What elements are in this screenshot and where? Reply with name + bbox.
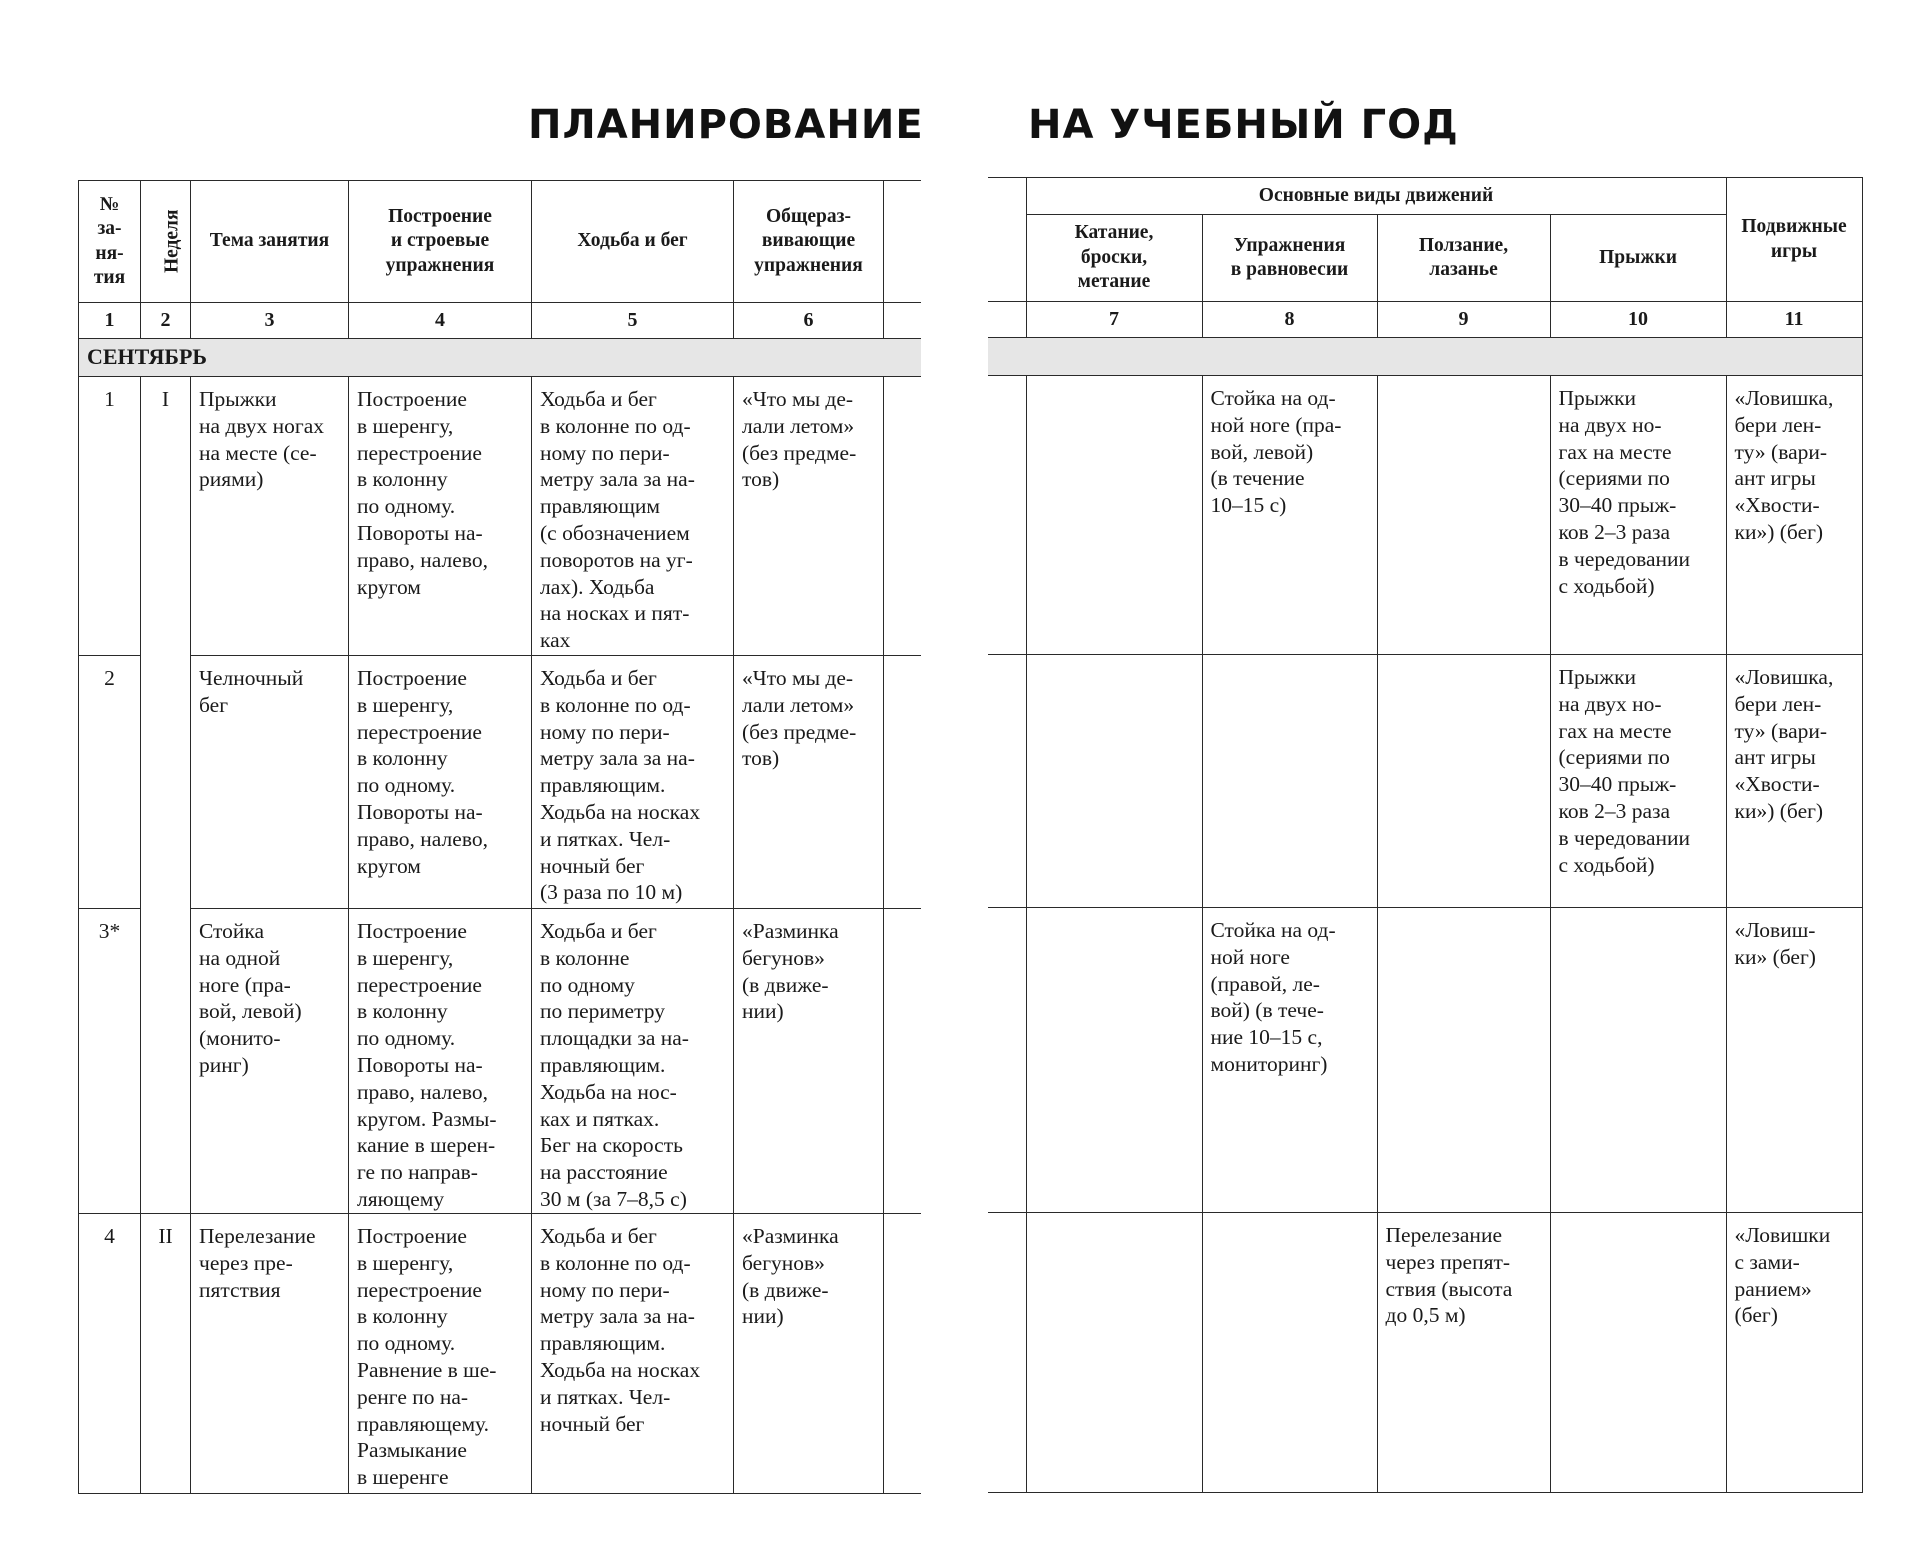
text-line: 30–40 прыж-: [1558, 493, 1677, 518]
formation-exercises: [349, 377, 532, 656]
header-lesson-number: [79, 181, 141, 303]
header-rolling-throwing: [1026, 215, 1202, 302]
text-line: Ходьба на носках: [540, 1357, 701, 1382]
text-line: Прыжки: [1558, 665, 1637, 689]
text-line: в чередовании: [1558, 546, 1691, 571]
column-number: 11: [1726, 302, 1862, 338]
header-crawling: [1377, 215, 1550, 302]
outdoor-games: [1726, 655, 1862, 908]
text-line: (в движе-: [742, 972, 829, 997]
lesson-topic: [191, 377, 349, 656]
text-line: бегунов»: [742, 1250, 825, 1275]
balance-exercises: [1202, 655, 1377, 908]
text-line: метание: [1077, 271, 1151, 293]
text-line: кругом: [357, 853, 421, 878]
text-line: в шеренгу,: [357, 945, 454, 970]
text-line: Построение: [388, 205, 492, 227]
text-line: за-: [97, 218, 122, 239]
formation-exercises: [349, 656, 532, 909]
rolling-throwing: [1026, 908, 1202, 1213]
walking-running: [532, 909, 734, 1214]
text-line: Размыкание: [357, 1438, 467, 1463]
text-line: №: [99, 193, 120, 215]
text-line: метру зала за на-: [540, 467, 695, 492]
week-number: [141, 656, 191, 909]
page-title-left: ПЛАНИРОВАНИЕ: [528, 102, 924, 148]
text-line: Перелезание: [199, 1224, 316, 1248]
text-line: пятствия: [199, 1277, 281, 1302]
text-line: Построение: [357, 919, 467, 943]
text-line: Катание,: [1074, 222, 1154, 244]
column-number: 9: [1377, 302, 1550, 338]
text-line: ту» (вари-: [1734, 439, 1828, 464]
text-line: кание в шерен-: [357, 1133, 496, 1158]
lesson-topic: [191, 909, 349, 1214]
text-line: ринг): [199, 1052, 249, 1077]
lesson-topic: [191, 656, 349, 909]
text-line: в колонну: [357, 1304, 448, 1329]
text-line: 10–15 с): [1210, 493, 1287, 518]
left-header-row: [79, 181, 921, 303]
crawling-climbing: [1377, 1213, 1550, 1493]
text-line: через пре-: [199, 1250, 293, 1275]
text-line: перестроение: [357, 972, 482, 997]
text-line: правляющим.: [540, 1052, 666, 1077]
header-outdoor-games: [1726, 178, 1862, 302]
page-title-right: НА УЧЕБНЫЙ ГОД: [1028, 102, 1459, 148]
text-line: лали летом»: [742, 413, 855, 438]
lesson-topic: [191, 1214, 349, 1494]
text-line: ранием»: [1734, 1276, 1812, 1301]
text-line: ние 10–15 с,: [1210, 1025, 1323, 1050]
lesson-number: 4: [79, 1214, 141, 1494]
lesson-number: 1: [79, 377, 141, 656]
text-line: по периметру: [540, 999, 665, 1024]
text-line: «Ловиш-: [1734, 918, 1816, 942]
text-line: Стойка на од-: [1210, 386, 1336, 410]
column-number: 4: [349, 303, 532, 339]
table-row: [988, 1213, 1862, 1493]
jumping-exercises: [1550, 376, 1726, 655]
text-line: и пятках. Чел-: [540, 826, 671, 851]
text-line: правляющим: [540, 494, 661, 519]
lesson-number: 3*: [79, 909, 141, 1214]
text-line: ант игры: [1734, 745, 1816, 770]
text-line: в колонне по од-: [540, 1250, 691, 1275]
text-line: поворотов на уг-: [540, 547, 693, 572]
text-line: (в движе-: [742, 1277, 829, 1302]
month-row: [79, 339, 921, 377]
text-line: Повороты на-: [357, 520, 483, 545]
text-line: на двух ногах: [199, 413, 325, 438]
text-line: (правой, ле-: [1210, 971, 1320, 996]
crawling-climbing: [1377, 376, 1550, 655]
text-line: бег: [199, 692, 229, 717]
text-line: (3 раза по 10 м): [540, 880, 683, 905]
text-line: в колонне по од-: [540, 692, 691, 717]
text-line: перестроение: [357, 1277, 482, 1302]
text-line: ки») (бег): [1734, 798, 1824, 823]
text-line: метру зала за на-: [540, 746, 695, 771]
text-line: (с обозначением: [540, 520, 690, 545]
text-line: тов): [742, 746, 780, 771]
text-line: ки») (бег): [1734, 519, 1824, 544]
text-line: по одному.: [357, 494, 456, 519]
text-line: упражнения: [754, 254, 863, 276]
text-line: до 0,5 м): [1385, 1303, 1466, 1328]
text-line: в колонну: [357, 999, 448, 1024]
text-line: ночный бег: [540, 1411, 645, 1436]
header-topic: Тема занятия: [191, 181, 349, 303]
text-line: ляющему: [357, 1186, 445, 1211]
text-line: на двух но-: [1558, 691, 1662, 716]
text-line: в шеренгу,: [357, 692, 454, 717]
rolling-throwing: [1026, 655, 1202, 908]
table-row: [79, 1214, 921, 1494]
header-jumping: Прыжки: [1550, 215, 1726, 302]
text-line: «Ловишки: [1734, 1223, 1831, 1247]
formation-exercises: [349, 1214, 532, 1494]
text-line: Ходьба и бег: [540, 1224, 657, 1248]
text-line: с зами-: [1734, 1249, 1800, 1274]
text-line: Равнение в ше-: [357, 1357, 497, 1382]
text-line: правляющему.: [357, 1411, 490, 1436]
text-line: Упражнения: [1233, 234, 1346, 256]
lesson-number: 2: [79, 656, 141, 909]
text-line: бери лен-: [1734, 412, 1822, 437]
text-line: вой, левой): [1210, 439, 1314, 464]
general-exercises: [734, 1214, 884, 1494]
text-line: ной ноге: [1210, 944, 1290, 969]
text-line: тия: [93, 267, 126, 288]
left-column-numbers-row: [79, 303, 921, 339]
outdoor-games: [1726, 376, 1862, 655]
walking-running: [532, 656, 734, 909]
text-line: игры: [1770, 240, 1818, 262]
text-line: перестроение: [357, 719, 482, 744]
text-line: ков 2–3 раза: [1558, 519, 1671, 544]
jumping-exercises: [1550, 1213, 1726, 1493]
text-line: на расстояние: [540, 1160, 668, 1185]
text-line: Стойка на од-: [1210, 918, 1336, 942]
text-line: кругом: [357, 574, 421, 599]
text-line: вивающие: [761, 230, 856, 252]
rolling-throwing: [1026, 376, 1202, 655]
text-line: на двух но-: [1558, 412, 1662, 437]
column-number: 6: [734, 303, 884, 339]
header-week: Неделя: [141, 181, 191, 303]
header-formation: [349, 181, 532, 303]
text-line: в равновесии: [1230, 259, 1349, 280]
header-general-exercises: [734, 181, 884, 303]
column-number: 5: [532, 303, 734, 339]
text-line: Бег на скорость: [540, 1133, 683, 1158]
text-line: с ходьбой): [1558, 852, 1655, 877]
text-line: площадки за на-: [540, 1026, 689, 1051]
text-line: Прыжки: [1558, 386, 1637, 410]
walking-running: [532, 1214, 734, 1494]
text-line: ствия (высота: [1385, 1276, 1513, 1301]
header-balance: [1202, 215, 1377, 302]
text-line: Ходьба и бег: [540, 387, 657, 411]
header-main-movements: Основные виды движений: [1026, 178, 1726, 215]
text-line: перестроение: [357, 440, 482, 465]
text-line: в шеренгу,: [357, 1250, 454, 1275]
text-line: Общераз-: [766, 205, 851, 227]
text-line: (без предме-: [742, 440, 857, 465]
text-line: в шеренге: [357, 1465, 449, 1490]
text-line: правляющим.: [540, 1331, 666, 1356]
general-exercises: [734, 656, 884, 909]
text-line: Повороты на-: [357, 799, 483, 824]
text-line: «Что мы де-: [742, 387, 854, 411]
text-line: «Ловишка,: [1734, 386, 1834, 410]
text-line: Челночный: [199, 666, 304, 690]
text-line: в колонну: [357, 746, 448, 771]
text-line: бери лен-: [1734, 691, 1822, 716]
text-line: в чередовании: [1558, 825, 1691, 850]
text-line: (в течение: [1210, 466, 1305, 491]
text-line: ночный бег: [540, 853, 645, 878]
text-line: метру зала за на-: [540, 1304, 695, 1329]
jumping-exercises: [1550, 908, 1726, 1213]
column-number: 2: [141, 303, 191, 339]
text-line: кругом. Размы-: [357, 1106, 497, 1131]
general-exercises: [734, 377, 884, 656]
month-row-right: [988, 338, 1862, 376]
text-line: Прыжки: [199, 387, 277, 411]
table-row: [79, 656, 921, 909]
text-line: «Хвости-: [1734, 493, 1820, 518]
column-number: 1: [79, 303, 141, 339]
text-line: в колонне по од-: [540, 413, 691, 438]
text-line: по одному.: [357, 1331, 456, 1356]
balance-exercises: [1202, 1213, 1377, 1493]
text-line: тов): [742, 467, 780, 492]
text-line: (сериями по: [1558, 745, 1670, 770]
balance-exercises: [1202, 376, 1377, 655]
table-row: [79, 377, 921, 656]
text-line: правляющим.: [540, 773, 666, 798]
text-line: на одной: [199, 945, 281, 970]
text-line: через препят-: [1385, 1249, 1511, 1274]
text-line: (без предме-: [742, 719, 857, 744]
text-line: Перелезание: [1385, 1223, 1502, 1247]
text-line: ной ноге (пра-: [1210, 412, 1342, 437]
text-line: ки» (бег): [1734, 944, 1816, 969]
text-line: в колонну: [357, 467, 448, 492]
text-line: броски,: [1080, 246, 1148, 268]
right-header-group-row: [988, 178, 1862, 215]
text-line: (бег): [1734, 1303, 1778, 1328]
week-number: II: [141, 1214, 191, 1494]
text-line: (сериями по: [1558, 466, 1670, 491]
text-line: ному по пери-: [540, 1277, 670, 1302]
table-row: [988, 908, 1862, 1213]
text-line: и пятках. Чел-: [540, 1384, 671, 1409]
left-plan-table: [78, 180, 921, 1494]
column-number: 7: [1026, 302, 1202, 338]
text-line: мониторинг): [1210, 1051, 1328, 1076]
text-line: ноге (пра-: [199, 972, 291, 997]
right-column-numbers-row: [988, 302, 1862, 338]
text-line: ант игры: [1734, 466, 1816, 491]
text-line: ренге по на-: [357, 1384, 469, 1409]
rolling-throwing: [1026, 1213, 1202, 1493]
column-number: 3: [191, 303, 349, 339]
text-line: право, налево,: [357, 1079, 488, 1104]
walking-running: [532, 377, 734, 656]
outdoor-games: [1726, 908, 1862, 1213]
week-number: [141, 909, 191, 1214]
text-line: вой, левой): [199, 999, 302, 1024]
week-number: I: [141, 377, 191, 656]
text-line: «Разминка: [742, 1224, 839, 1248]
text-line: Ползание,: [1418, 234, 1509, 256]
table-row: [988, 376, 1862, 655]
text-line: «Ловишка,: [1734, 665, 1834, 689]
outdoor-games: [1726, 1213, 1862, 1493]
text-line: ня-: [95, 242, 124, 264]
text-line: ге по направ-: [357, 1160, 478, 1185]
text-line: ному по пери-: [540, 440, 670, 465]
text-line: ках и пятках.: [540, 1106, 660, 1131]
text-line: Построение: [357, 666, 467, 690]
text-line: ках: [540, 628, 571, 653]
text-line: Ходьба на носках: [540, 799, 701, 824]
column-number: 8: [1202, 302, 1377, 338]
text-line: лали летом»: [742, 692, 855, 717]
text-line: Повороты на-: [357, 1052, 483, 1077]
text-line: в шеренгу,: [357, 413, 454, 438]
formation-exercises: [349, 909, 532, 1214]
text-line: Ходьба и бег: [540, 919, 657, 943]
text-line: ков 2–3 раза: [1558, 798, 1671, 823]
text-line: в колонне: [540, 945, 630, 970]
table-row: [79, 909, 921, 1214]
text-line: на носках и пят-: [540, 601, 690, 626]
text-line: ту» (вари-: [1734, 718, 1828, 743]
text-line: на месте (се-: [199, 440, 317, 465]
text-line: вой) (в тече-: [1210, 998, 1324, 1023]
text-line: 30–40 прыж-: [1558, 772, 1677, 797]
text-line: по одному: [540, 972, 635, 997]
text-line: и строевые: [390, 230, 490, 252]
text-line: бегунов»: [742, 945, 825, 970]
text-line: нии): [742, 1304, 784, 1329]
text-line: «Что мы де-: [742, 666, 854, 690]
text-line: Ходьба и бег: [540, 666, 657, 690]
text-line: «Хвости-: [1734, 772, 1820, 797]
header-walking: Ходьба и бег: [532, 181, 734, 303]
text-line: риями): [199, 467, 264, 492]
text-line: нии): [742, 999, 784, 1024]
text-line: право, налево,: [357, 826, 488, 851]
text-line: лазанье: [1429, 259, 1498, 280]
crawling-climbing: [1377, 655, 1550, 908]
text-line: по одному.: [357, 1026, 456, 1051]
balance-exercises: [1202, 908, 1377, 1213]
text-line: Подвижные: [1741, 216, 1847, 237]
text-line: ному по пери-: [540, 719, 670, 744]
text-line: право, налево,: [357, 547, 488, 572]
text-line: по одному.: [357, 773, 456, 798]
right-plan-table: [988, 177, 1863, 1493]
table-row: [988, 655, 1862, 908]
text-line: Стойка: [199, 919, 265, 943]
text-line: Ходьба на нос-: [540, 1079, 677, 1104]
text-line: упражнения: [385, 254, 495, 276]
text-line: (монито-: [199, 1026, 281, 1051]
text-line: лах). Ходьба: [540, 574, 655, 599]
jumping-exercises: [1550, 655, 1726, 908]
column-number: 10: [1550, 302, 1726, 338]
text-line: гах на месте: [1558, 718, 1672, 743]
general-exercises: [734, 909, 884, 1214]
month-label: СЕНТЯБРЬ: [79, 339, 921, 377]
text-line: Построение: [357, 1224, 467, 1248]
text-line: 30 м (за 7–8,5 с): [540, 1186, 687, 1211]
text-line: Построение: [357, 387, 467, 411]
text-line: «Разминка: [742, 919, 839, 943]
text-line: с ходьбой): [1558, 573, 1655, 598]
text-line: гах на месте: [1558, 439, 1672, 464]
crawling-climbing: [1377, 908, 1550, 1213]
